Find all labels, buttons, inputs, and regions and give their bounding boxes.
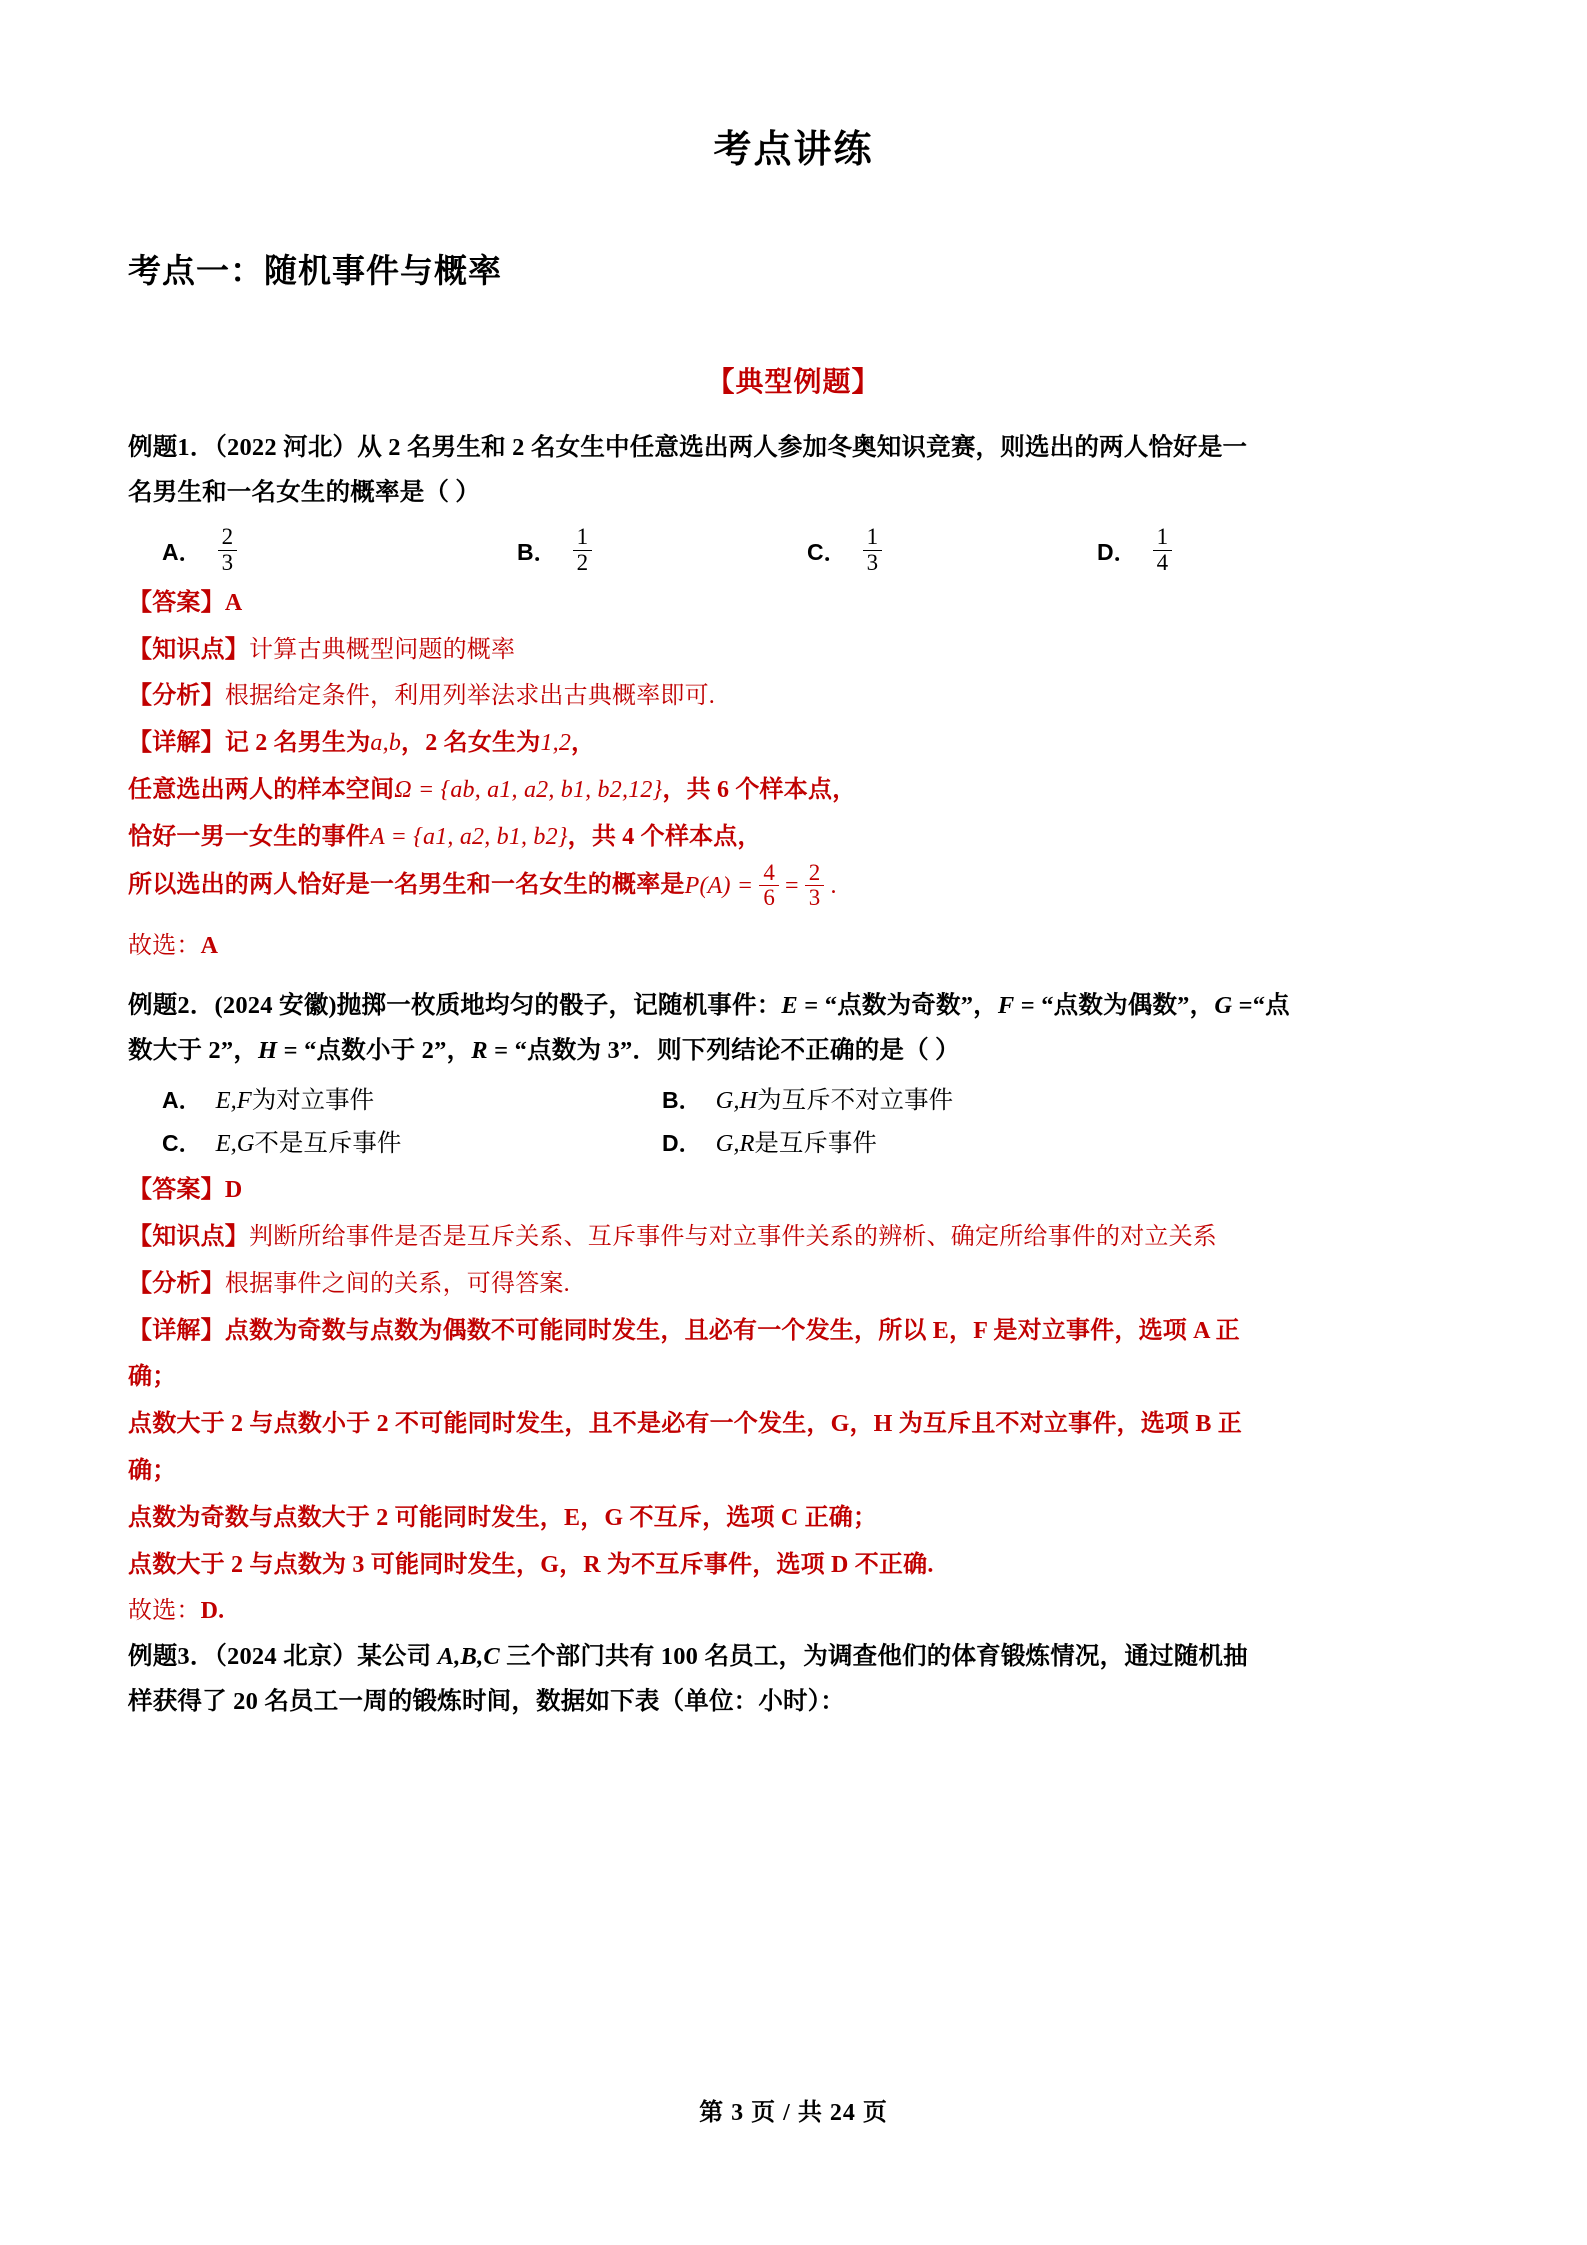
e2-option-d-vars: G,R	[715, 1130, 755, 1158]
option-a-label: A．	[162, 538, 202, 565]
e2-var-h: H	[258, 1036, 278, 1064]
event-a-math: A = {a1, a2, b1, b2}	[370, 823, 568, 850]
example-2-option-a[interactable]	[162, 1081, 662, 1116]
probability-pa: P(A) =	[684, 872, 754, 899]
e2-answer-tag: 【答案】	[128, 1177, 225, 1204]
example-2-detail-line-3: 点数为奇数与点数大于 2 可能同时发生，E，G 不互斥，选项 C 正确；	[128, 1504, 878, 1531]
detail-var-12: 1,2	[540, 730, 572, 757]
example-2-detail-line-4: 点数大于 2 与点数为 3 可能同时发生，G，R 为不互斥事件，选项 D 不正确.	[128, 1551, 934, 1578]
answer-value: A	[224, 589, 243, 616]
e2-option-b-label: B．	[662, 1087, 702, 1114]
probability-frac1-den: 6	[759, 885, 779, 911]
example-1-choose	[128, 923, 1459, 970]
e2-var-f: F	[997, 992, 1015, 1020]
probability-frac2-num: 2	[808, 859, 821, 885]
example-1-knowledge	[128, 627, 1459, 674]
option-c-denominator: 3	[863, 550, 883, 576]
sample-space-math: Ω = {ab, a1, a2, b1, b2,12}	[394, 777, 663, 803]
sample-space-suffix: ，共 6 个样本点，	[662, 777, 857, 803]
knowledge-text: 计算古典概型问题的概率	[249, 636, 516, 663]
e2-var-e: E	[781, 992, 798, 1020]
example-2-options-row-1	[128, 1081, 1459, 1116]
probability-equals: =	[785, 872, 799, 899]
option-c-label: C．	[807, 538, 847, 565]
option-b-denominator: 2	[573, 550, 593, 576]
e2-knowledge-text: 判断所给事件是否是互斥关系、互斥事件与对立事件关系的辨析、确定所给事件的对立关系	[249, 1224, 1217, 1250]
analysis-text: 根据给定条件，利用列举法求出古典概率即可.	[224, 683, 716, 710]
example-1-answer	[128, 580, 1459, 627]
e2-answer-value: D	[224, 1177, 243, 1204]
e2-option-d-text: 是互斥事件	[754, 1130, 877, 1158]
e2-option-c-vars: E,G	[215, 1130, 255, 1158]
e2-knowledge-tag: 【知识点】	[128, 1224, 249, 1250]
e2-option-c-label: C．	[162, 1130, 202, 1157]
option-b-label: B．	[517, 538, 557, 565]
option-b-numerator: 1	[576, 524, 589, 550]
e2-option-a-vars: E,F	[215, 1087, 252, 1115]
e2-eq-1: =	[797, 992, 819, 1020]
page-footer: 第 3 页 / 共 24 页	[699, 2100, 888, 2126]
example-1-options	[128, 525, 1459, 576]
e2-option-a-label: A．	[162, 1087, 202, 1114]
e2-option-c-text: 不是互斥事件	[254, 1130, 402, 1158]
example-1-stem-line-1: 例题1．（2022 河北）从 2 名男生和 2 名女生中任意选出两人参加冬奥知识竞赛，则选出的两人恰好是一	[128, 434, 1248, 461]
choose-tag: 故选：	[128, 933, 201, 960]
option-d-numerator: 1	[1156, 524, 1169, 550]
e2-g-text: =“点	[1232, 992, 1290, 1020]
e2-option-b-text: 为互斥不对立事件	[757, 1087, 954, 1115]
detail-text-b: ，2 名女生为	[401, 730, 541, 757]
probability-equation	[685, 861, 837, 912]
option-a-denominator: 3	[218, 550, 238, 576]
option-d-label: D．	[1097, 538, 1137, 565]
event-a-suffix: ，共 4 个样本点，	[567, 823, 762, 850]
example-1-analysis	[128, 673, 1459, 720]
example-3	[128, 1635, 1459, 1724]
e2-e-text: “点数为奇数”，	[818, 992, 998, 1020]
sample-space-prefix: 任意选出两人的样本空间	[128, 777, 395, 803]
option-a-numerator: 2	[221, 524, 234, 550]
example-1-detail-line-4	[128, 861, 1459, 912]
e3-stem-a: 例题3．（2024 北京）某公司	[128, 1643, 438, 1671]
event-a-prefix: 恰好一男一女生的事件	[128, 823, 370, 850]
option-c-numerator: 1	[866, 524, 879, 550]
option-a-fraction	[218, 525, 238, 576]
page-title: 考点讲练	[713, 129, 874, 171]
option-d-denominator: 4	[1153, 550, 1173, 576]
option-d-fraction	[1153, 525, 1173, 576]
e2-r-text: = “点数为 3”．则下列结论不正确的是（ ）	[487, 1036, 960, 1064]
example-2-option-c[interactable]	[162, 1124, 662, 1159]
probability-period: .	[830, 872, 837, 899]
e2-stem-a: 例题2．(2024 安徽)抛掷一枚质地均匀的骰子，记随机事件：	[128, 992, 782, 1020]
example-1-option-a[interactable]	[162, 525, 517, 576]
detail-text-c: ，	[571, 730, 596, 757]
example-2-answer	[128, 1167, 1459, 1214]
detail-tag: 【详解】	[128, 730, 225, 757]
example-1-detail-line-1	[128, 720, 1459, 767]
e2-detail-tag: 【详解】	[128, 1317, 225, 1344]
e2-var-g: G	[1214, 992, 1233, 1020]
example-1-detail-line-3	[128, 814, 1459, 861]
e2-analysis-text: 根据事件之间的关系，可得答案.	[224, 1270, 570, 1297]
probability-prefix: 所以选出的两人恰好是一名男生和一名女生的概率是	[128, 871, 685, 898]
e2-choose-value: D.	[200, 1598, 225, 1625]
e2-f-text: = “点数为偶数”，	[1014, 992, 1215, 1020]
example-2-choose	[128, 1588, 1459, 1635]
example-1-option-b[interactable]	[517, 525, 807, 576]
example-2-stem-line-1	[128, 984, 1459, 1029]
example-1-stem-line-2: 名男生和一名女生的概率是（ ）	[128, 478, 481, 506]
example-2-detail-line-1-cont: 确；	[128, 1364, 177, 1391]
choose-value: A	[200, 933, 219, 960]
e2-option-b-vars: G,H	[715, 1087, 758, 1115]
e2-option-d-label: D．	[662, 1130, 702, 1157]
probability-frac2-den: 3	[805, 885, 825, 911]
example-2-options-row-2	[128, 1124, 1459, 1159]
e3-stem-b: 三个部门共有 100 名员工，为调查他们的体育锻炼情况，通过随机抽	[499, 1643, 1248, 1671]
option-b-fraction	[573, 525, 593, 576]
e2-option-a-text: 为对立事件	[251, 1087, 375, 1115]
probability-frac1-num: 4	[763, 859, 776, 885]
example-2	[128, 984, 1459, 1635]
e2-analysis-tag: 【分析】	[128, 1270, 225, 1297]
example-1	[128, 426, 1459, 970]
e2-stem2-a: 数大于 2”，	[128, 1036, 259, 1064]
example-2-detail-line-1	[128, 1308, 1459, 1355]
example-1-option-d[interactable]	[1097, 525, 1172, 576]
example-1-detail-line-2	[128, 767, 1459, 814]
section-heading: 考点一：随机事件与概率	[128, 254, 502, 290]
e3-vars-abc: A,B,C	[437, 1643, 500, 1671]
example-2-option-b[interactable]	[662, 1081, 1162, 1116]
example-1-option-c[interactable]	[807, 525, 1097, 576]
example-2-detail-line-2: 点数大于 2 与点数小于 2 不可能同时发生，且不是必有一个发生，G，H 为互斥且不对立事件，选项 B 正	[128, 1411, 1242, 1438]
example-2-detail-line-2-cont: 确；	[128, 1457, 177, 1484]
example-2-option-d[interactable]	[662, 1124, 1162, 1159]
example-3-stem-line-1	[128, 1635, 1459, 1680]
block-heading-typical-examples: 【典型例题】	[706, 367, 881, 398]
e2-choose-tag: 故选：	[128, 1598, 201, 1625]
example-2-analysis	[128, 1261, 1459, 1308]
detail-var-ab: a,b	[370, 730, 402, 757]
e2-var-r: R	[471, 1036, 488, 1064]
e2-detail-text-1: 点数为奇数与点数为偶数不可能同时发生，且必有一个发生，所以 E，F 是对立事件，选项 A 正	[224, 1317, 1240, 1344]
e2-h-text: = “点数小于 2”，	[277, 1036, 472, 1064]
answer-tag: 【答案】	[128, 589, 225, 616]
knowledge-tag: 【知识点】	[128, 636, 249, 663]
example-3-stem-line-2: 样获得了 20 名员工一周的锻炼时间，数据如下表（单位：小时）：	[128, 1687, 845, 1715]
example-2-knowledge	[128, 1214, 1459, 1261]
detail-text-a: 记 2 名男生为	[224, 730, 371, 757]
example-2-stem-line-2	[128, 1029, 1459, 1074]
option-c-fraction	[863, 525, 883, 576]
analysis-tag: 【分析】	[128, 683, 225, 710]
